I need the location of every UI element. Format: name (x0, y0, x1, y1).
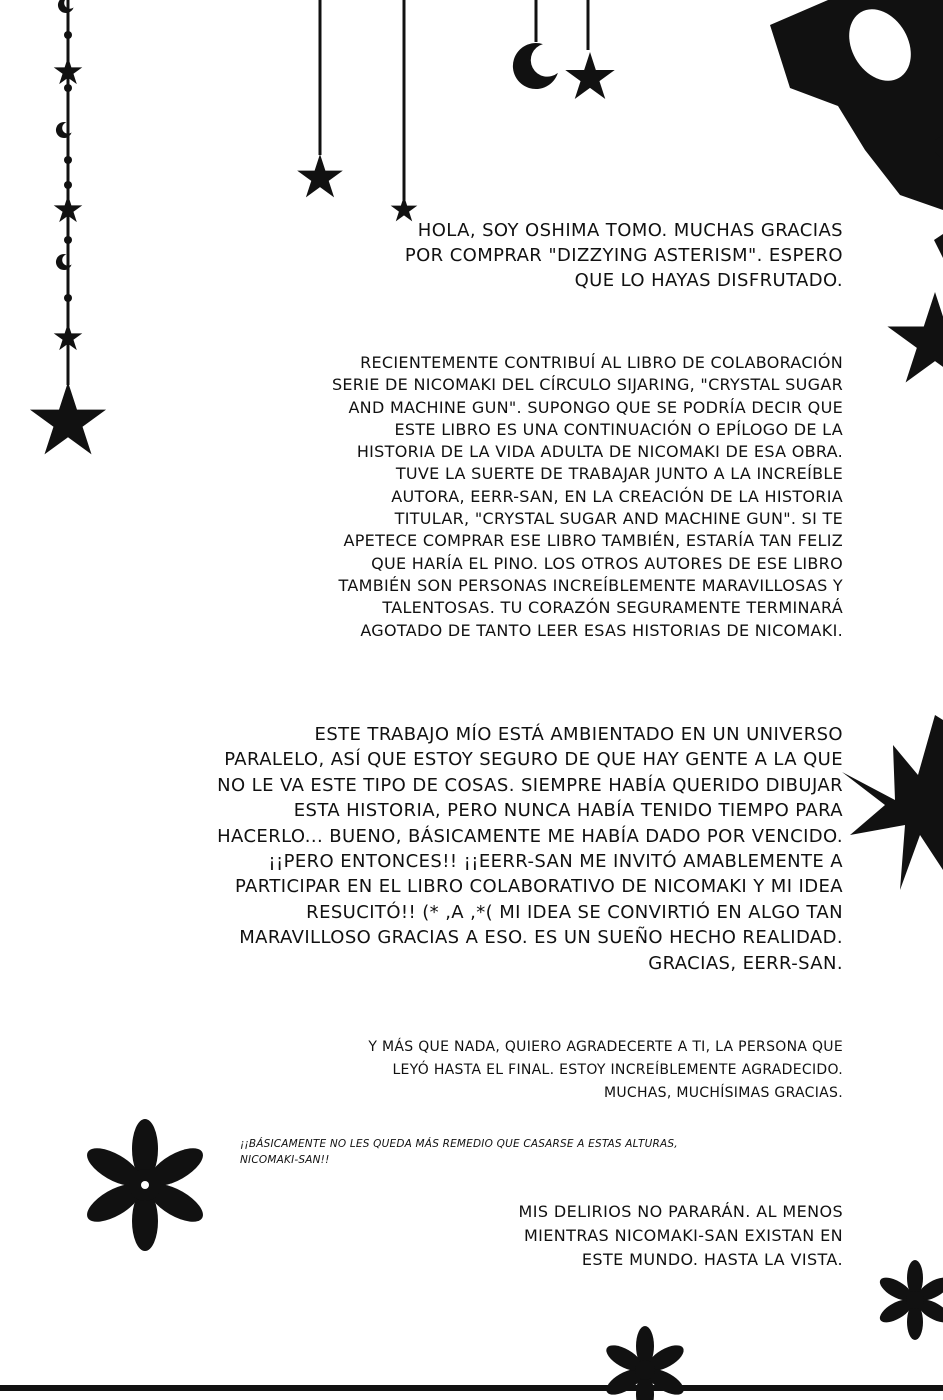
flower-icon (81, 1119, 208, 1251)
hanging-star-3 (565, 0, 614, 99)
bottom-rule (0, 1385, 943, 1391)
star-icon (30, 382, 106, 454)
hanging-chain-left (54, 0, 83, 385)
star-icon (887, 292, 943, 382)
flower-icon (876, 1260, 943, 1340)
aside-note: ¡¡BÁSICAMENTE NO LES QUEDA MÁS REMEDIO QUE CASARSE A ESTAS ALTURAS, NICOMAKI-SAN!! (240, 1138, 678, 1166)
snowflake-icon (842, 715, 943, 890)
greeting-paragraph: HOLA, SOY OSHIMA TOMO. MUCHAS GRACIAS POR COMPRAR "DIZZYING ASTERISM". ESPERO QUE LO HAYAS DISFRUTADO. (404, 220, 843, 291)
hanging-star-2 (391, 0, 418, 221)
collaboration-paragraph: RECIENTEMENTE CONTRIBUÍ AL LIBRO DE COLABORACIÓN SERIE DE NICOMAKI DEL CÍRCULO SIJARING, "CRYSTAL SUGAR AND MACHINE GUN". SUPONGO QUE SE PODRÍA DECIR QUE ESTE LIBRO ES UNA CONTINUACIÓN O EPÍLOGO DE LA HISTORIA DE LA VIDA ADULTA DE NICOMAKI DE ESA OBRA. TUVE LA SUERTE DE TRABAJAR JUNTO A LA INCREÍBLE AUTORA, EERR-SAN, EN LA CREACIÓN DE LA HISTORIA TITULAR, "CRYSTAL SUGAR AND MACHINE GUN". SI TE APETECE COMPRAR ESE LIBRO TAMBIÉN, ESTARÍA TAN FELIZ QUE HARÍA EL PINO. LOS OTROS AUTORES DE ESE LIBRO TAMBIÉN SON PERSONAS INCREÍBLEMENTE MARAVILLOSAS Y TALENTOSAS. TU CORAZÓN SEGURAMENTE TERMINARÁ AGOTADO DE TANTO LEER ESAS HISTORIAS DE NICOMAKI. (331, 353, 843, 640)
thanks-paragraph: Y MÁS QUE NADA, QUIERO AGRADECERTE A TI, LA PERSONA QUE LEYÓ HASTA EL FINAL. ESTOY INCREÍBLEMENTE AGRADECIDO. MUCHAS, MUCHÍSIMAS GRACIAS. (368, 1039, 843, 1101)
hanging-moon (513, 0, 558, 89)
closing-paragraph: MIS DELIRIOS NO PARARÁN. AL MENOS MIENTRAS NICOMAKI-SAN EXISTAN EN ESTE MUNDO. HASTA LA VISTA. (518, 1202, 843, 1269)
hanging-star-1 (297, 0, 343, 197)
universe-paragraph: ESTE TRABAJO MÍO ESTÁ AMBIENTADO EN UN UNIVERSO PARALELO, ASÍ QUE ESTOY SEGURO DE QUE HAY GENTE A LA QUE NO LE VA ESTE TIPO DE COSAS. SIEMPRE HABÍA QUERIDO DIBUJAR ESTA HISTORIA, PERO NUNCA HABÍA TENIDO TIEMPO PARA HACERLO... BUENO, BÁSICAMENTE ME HABÍA DADO POR VENCIDO. ¡¡PERO ENTONCES!! ¡¡EERR-SAN ME INVITÓ AMABLEMENTE A PARTICIPAR EN EL LIBRO COLABORATIVO DE NICOMAKI Y MI IDEA RESUCITÓ!! (* ,A ,*( MI IDEA SE CONVIRTIÓ EN ALGO TAN MARAVILLOSO GRACIAS A ESO. ES UN SUEÑO HECHO REALIDAD. GRACIAS, EERR-SAN. (217, 724, 843, 974)
